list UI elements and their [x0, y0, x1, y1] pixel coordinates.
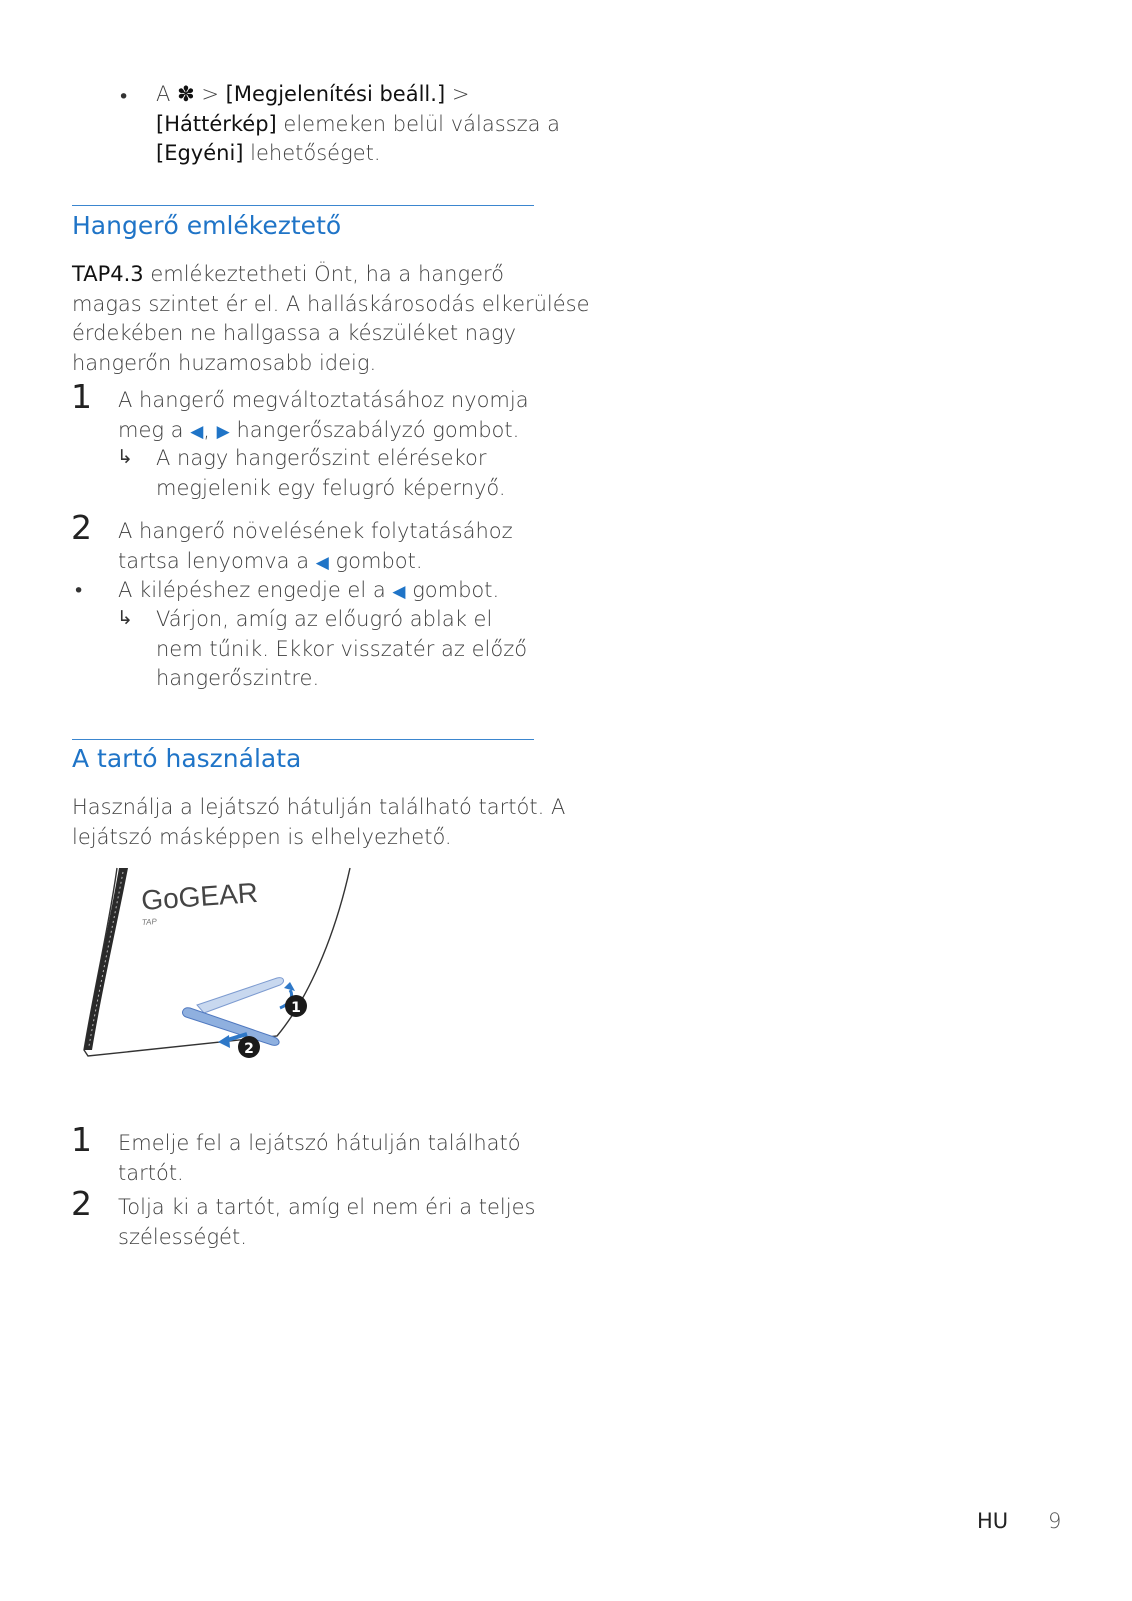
brand-logo-text: GoGEAR [140, 876, 259, 916]
model-logo-text: TAP [141, 916, 158, 927]
volume-up-icon: ▶ [216, 421, 230, 442]
step-number: 1 [71, 1120, 92, 1159]
step-number: 1 [71, 377, 92, 416]
bullet-dot: • [73, 580, 85, 602]
section2-intro: Használja a lejátszó hátulján található tartót. A lejátszó másképpen is elhelyezhető. [72, 795, 566, 849]
stand-illustration [72, 860, 372, 1090]
step-number: 2 [71, 1184, 92, 1223]
volume-down-icon: ◀ [190, 421, 204, 442]
result-arrow-icon: ↳ [117, 446, 133, 468]
footer-language: HU [977, 1509, 1009, 1533]
step1-text: A hangerő megváltoztatásához nyomja meg a ◀, ▶ hangerőszabályzó gombot. [118, 388, 529, 442]
section-title-volume-reminder: Hangerő emlékeztető [72, 211, 342, 240]
bullet-dot: • [118, 86, 130, 108]
volume-down-icon: ◀ [315, 552, 329, 573]
step2-text: A hangerő növelésének folytatásához tartsa lenyomva a ◀ gombot. [118, 519, 513, 573]
gear-icon: ✽ [177, 82, 195, 106]
device-edge [84, 868, 128, 1050]
section-title-stand: A tartó használata [72, 744, 302, 773]
section1-intro: TAP4.3 emlékeztetheti Önt, ha a hangerő magas szintet ér el. A halláskárosodás elkerülése érdekében ne hallgassa a készüléket nagy hangerőn huzamosabb ideig. [72, 262, 590, 375]
section-rule [72, 739, 534, 740]
stand-ghost [197, 978, 284, 1013]
section-rule [72, 205, 534, 206]
stand-step2-text: Tolja ki a tartót, amíg el nem éri a teljes szélességét. [118, 1195, 536, 1249]
page-number: 9 [1048, 1509, 1062, 1533]
svg-text:2: 2 [244, 1041, 254, 1057]
step1-result: A nagy hangerőszint elérésekor megjelenik egy felugró képernyő. [156, 446, 506, 500]
step-number: 2 [71, 508, 92, 547]
exit-bullet-result: Várjon, amíg az előugró ablak el nem tűnik. Ekkor visszatér az előző hangerőszintre. [156, 607, 528, 690]
volume-down-icon: ◀ [392, 582, 406, 602]
stand-step1-text: Emelje fel a lejátszó hátulján található tartót. [118, 1131, 521, 1185]
result-arrow-icon: ↳ [117, 607, 133, 629]
bullet-top-line3: [Egyéni] lehetőséget. [156, 141, 381, 165]
exit-bullet-text: A kilépéshez engedje el a ◀ gombot. [118, 578, 500, 602]
bullet-top-line2: [Háttérkép] elemeken belül válassza a [156, 112, 561, 136]
bullet-top-line1: A ✽ > [Megjelenítési beáll.] > [156, 82, 470, 106]
svg-text:1: 1 [291, 1000, 301, 1016]
